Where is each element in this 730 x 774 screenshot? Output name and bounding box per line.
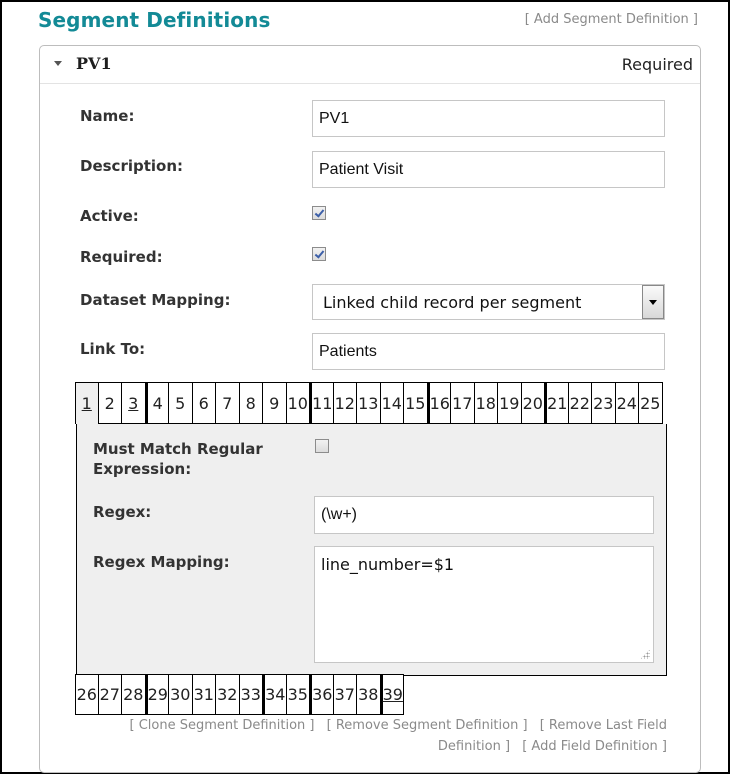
field-tab-label: 32 [217,685,238,704]
field-tab-label: 23 [593,393,614,413]
description-label: Description: [80,157,184,175]
field-tab-label: 16 [429,393,450,413]
field-tab-22[interactable] [569,382,593,424]
regex-input[interactable]: (\w+) [314,496,654,534]
field-tab-30[interactable] [169,674,193,715]
regex-mapping-textarea[interactable] [314,546,654,663]
field-tabs-row-1 [75,382,663,424]
field-tab-label: 15 [405,393,426,413]
segment-required-status: Required [621,55,693,74]
field-tab-label: 35 [287,685,308,704]
required-label: Required: [80,248,163,266]
field-tab-label: 30 [170,685,191,704]
field-tab-18[interactable] [475,382,499,424]
field-tab-25[interactable] [639,382,663,424]
field-tab-label: 27 [99,685,120,704]
dropdown-arrow-icon[interactable] [642,285,664,319]
page-title: Segment Definitions [38,8,271,32]
field-tab-label: 21 [547,393,568,413]
field-tab-label: 6 [198,393,209,413]
name-label: Name: [80,107,135,125]
must-match-regex-checkbox[interactable] [315,439,329,453]
add-segment-definition-link[interactable]: [ Add Segment Definition ] [524,12,698,27]
field-tab-label: 8 [245,393,256,413]
field-tab-35[interactable] [287,674,311,715]
field-tab-label: 33 [240,685,261,704]
field-tab-27[interactable] [99,674,123,715]
dataset-mapping-label: Dataset Mapping: [80,291,231,309]
field-tab-label: 10 [287,393,308,413]
field-tab-21[interactable] [545,382,569,424]
required-checkbox[interactable] [312,247,326,261]
field-tab-26[interactable] [75,674,99,715]
add-field-definition-link[interactable]: [ Add Field Definition ] [522,739,667,754]
field-tab-28[interactable] [122,674,146,715]
field-tab-8[interactable] [240,382,264,424]
must-match-regex-label: Must Match Regular Expression: [93,440,263,478]
remove-segment-definition-link[interactable]: [ Remove Segment Definition ] [326,718,528,733]
field-tab-23[interactable] [592,382,616,424]
link-to-label: Link To: [80,340,146,358]
field-tab-label: 20 [522,393,543,413]
field-tab-24[interactable] [616,382,640,424]
description-input[interactable]: Patient Visit [312,151,665,188]
field-tab-label: 31 [193,685,214,704]
field-tab-34[interactable] [263,674,287,715]
name-input[interactable]: PV1 [312,100,665,137]
field-tab-12[interactable] [334,382,358,424]
field-tab-2[interactable] [99,382,123,424]
field-tab-6[interactable] [193,382,217,424]
field-tab-label: 5 [175,393,186,413]
field-tab-label: 12 [334,393,355,413]
field-tab-15[interactable] [404,382,428,424]
dataset-mapping-value: Linked child record per segment [323,292,582,312]
segment-panel-header[interactable] [40,46,700,84]
field-tab-label: 4 [152,393,163,413]
field-tab-label: 17 [452,393,473,413]
field-tab-32[interactable] [216,674,240,715]
field-tab-17[interactable] [451,382,475,424]
caret-down-icon[interactable] [54,61,62,66]
field-tab-label: 11 [312,393,333,413]
field-tab-label: 38 [358,685,379,704]
field-tabs-row-2 [75,674,404,715]
field-tab-label: 39 [382,685,403,704]
field-tab-31[interactable] [193,674,217,715]
active-checkbox[interactable] [312,206,326,220]
field-tab-label: 29 [147,685,168,704]
field-tab-label: 18 [475,393,496,413]
field-tab-label: 1 [81,394,92,413]
field-tab-36[interactable] [310,674,334,715]
field-tab-label: 22 [569,393,590,413]
field-tab-label: 26 [76,685,97,704]
segment-actions [112,715,667,757]
field-tab-10[interactable] [287,382,311,424]
field-tab-14[interactable] [381,382,405,424]
regex-mapping-label: Regex Mapping: [93,553,230,571]
field-tab-label: 24 [616,393,637,413]
field-tab-37[interactable] [334,674,358,715]
field-tab-29[interactable] [146,674,170,715]
field-tab-39[interactable] [381,674,405,715]
field-tab-5[interactable] [169,382,193,424]
field-tab-label: 25 [640,393,661,413]
segment-name-heading: PV1 [76,54,112,73]
field-tab-label: 19 [499,393,520,413]
field-tab-label: 7 [222,393,233,413]
field-tab-38[interactable] [357,674,381,715]
field-tab-4[interactable] [146,382,170,424]
field-tab-20[interactable] [522,382,546,424]
field-tab-label: 37 [334,685,355,704]
field-tab-label: 14 [381,393,402,413]
clone-segment-definition-link[interactable]: [ Clone Segment Definition ] [129,718,315,733]
dataset-mapping-select[interactable] [312,284,665,320]
field-tab-1[interactable] [75,382,99,424]
field-definition-panel [76,424,667,676]
field-tab-label: 13 [358,393,379,413]
remove-last-field-definition-link[interactable]: [ Remove Last Field Definition ] [437,718,667,754]
field-tab-16[interactable] [428,382,452,424]
field-tab-11[interactable] [310,382,334,424]
field-tab-label: 9 [269,393,280,413]
field-tab-33[interactable] [240,674,264,715]
field-tab-label: 3 [128,393,139,413]
resize-grip-icon[interactable] [640,649,650,659]
regex-label: Regex: [93,503,152,521]
active-label: Active: [80,207,139,225]
field-tab-label: 34 [265,685,286,704]
link-to-input[interactable]: Patients [312,333,665,370]
field-tab-19[interactable] [498,382,522,424]
field-tab-9[interactable] [263,382,287,424]
field-tab-3[interactable] [122,382,146,424]
regex-mapping-value: line_number=$1 [321,555,455,574]
field-tab-label: 36 [312,685,333,704]
field-tab-label: 28 [123,685,144,704]
field-tab-13[interactable] [357,382,381,424]
field-tab-label: 2 [104,393,115,413]
field-tab-7[interactable] [216,382,240,424]
